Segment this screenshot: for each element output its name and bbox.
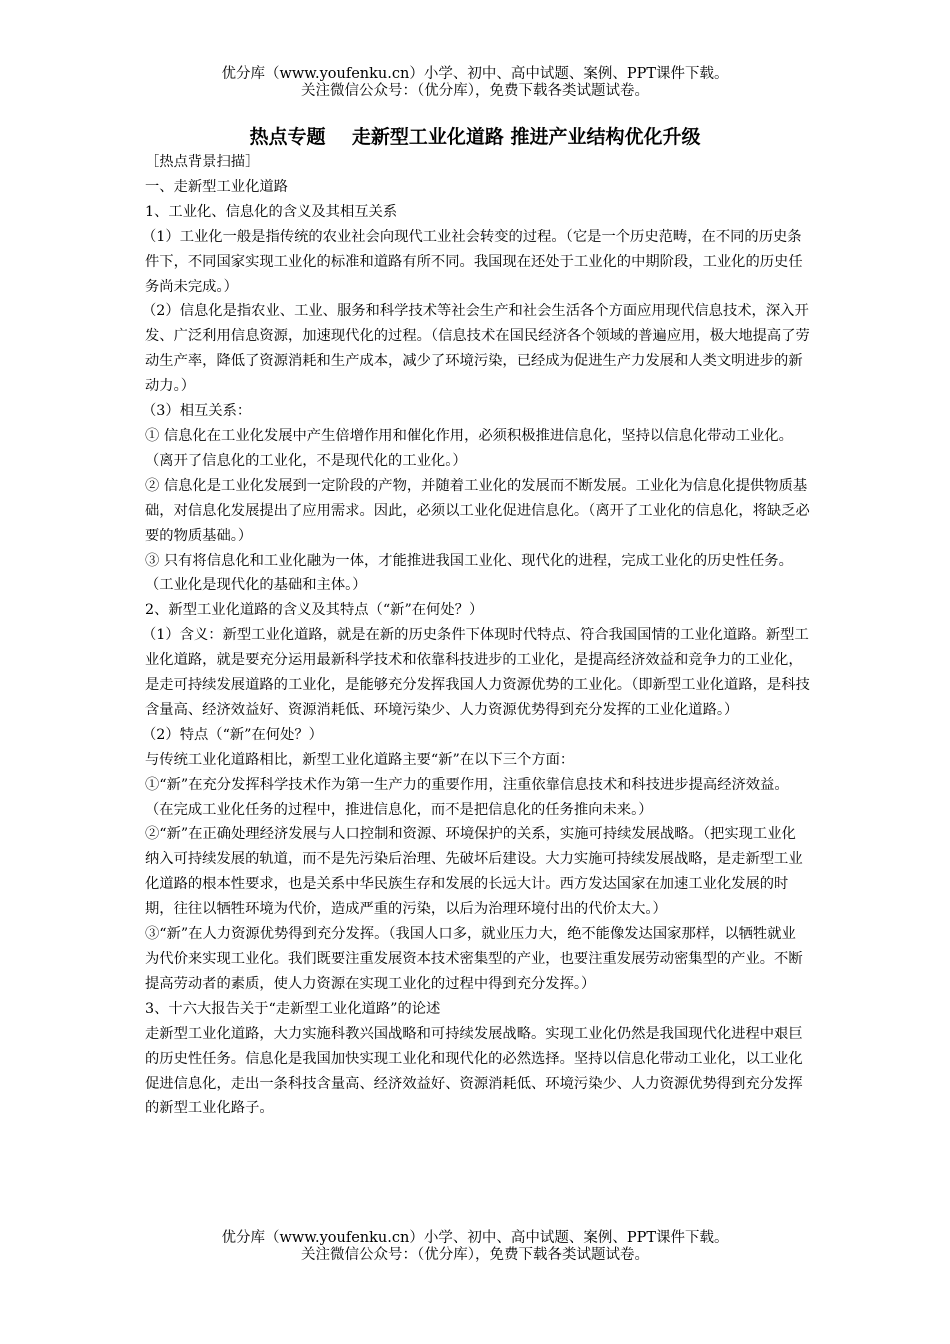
- header-line-2: 关注微信公众号：（优分库），免费下载各类试题试卷。: [301, 83, 649, 99]
- heading-1: 一、走新型工业化道路: [145, 178, 288, 195]
- paragraph-definition: （1）含义：新型工业化道路，就是在新的历史条件下体现时代特点、符合我国国情的工业化道路。新型工业化道路，就是要充分运用最新科学技术和依靠科技进步的工业化，是提高经济效益和竞争力的工业化，是走可持续发展道路的工业化，是能够充分发挥我国人力资源优势的工业化。（即新型工业化道路，是科技含量高、经济效益好、资源消耗低、环境污染少、人力资源优势得到充分发挥的工业化道路。）: [142, 627, 810, 718]
- footer-line-1: 优分库（www.youfenku.cn）小学、初中、高中试题、案例、PPT课件下载。: [221, 1230, 729, 1246]
- paragraph-relationship-3: ③ 只有将信息化和工业化融为一体，才能推进我国工业化、现代化的进程，完成工业化的历史性任务。（工业化是现代化的基础和主体。）: [145, 552, 793, 594]
- page-header: [0, 66, 950, 100]
- heading-1-2: 2、新型工业化道路的含义及其特点（“新”在何处？）: [145, 602, 484, 619]
- section-label: ［热点背景扫描］: [145, 154, 260, 170]
- paragraph-report-summary: 走新型工业化道路，大力实施科教兴国战略和可持续发展战略。实现工业化仍然是我国现代化进程中艰巨的历史性任务。信息化是我国加快实现工业化和现代化的必然选择。坚持以信息化带动工业化，以工业化促进信息化，走出一条科技含量高、经济效益好、资源消耗低、环境污染少、人力资源优势得到充分发挥的新型工业化路子。: [145, 1025, 803, 1117]
- page-footer: [0, 1230, 950, 1264]
- paragraph-features-intro: 与传统工业化道路相比，新型工业化道路主要“新”在以下三个方面：: [145, 751, 575, 768]
- paragraph-industrialization: （1）工业化一般是指传统的农业社会向现代工业社会转变的过程。（它是一个历史范畴，在不同的历史条件下，不同国家实现工业化的标准和道路有所不同。我国现在还处于工业化的中期阶段，工业化的历史任务尚未完成。）: [142, 228, 803, 295]
- paragraph-relationship-1: ① 信息化在工业化发展中产生倍增作用和催化作用，必须积极推进信息化，坚持以信息化带动工业化。（离开了信息化的工业化，不是现代化的工业化。）: [145, 427, 793, 469]
- paragraph-relationship-label: （3）相互关系：: [142, 403, 252, 420]
- header-line-1: 优分库（www.youfenku.cn）小学、初中、高中试题、案例、PPT课件下载。: [221, 66, 729, 82]
- heading-1-1: 1、工业化、信息化的含义及其相互关系: [145, 203, 398, 220]
- paragraph-feature-2: ②“新”在正确处理经济发展与人口控制和资源、环境保护的关系，实施可持续发展战略。（把实现工业化纳入可持续发展的轨道，而不是先污染后治理、先破坏后建设。大力实施可持续发展战略，是走新型工业化道路的根本性要求，也是关系中华民族生存和发展的长远大计。西方发达国家在加速工业化发展的时期，往往以牺牲环境为代价，造成严重的污染，以后为治理环境付出的代价太大。）: [145, 826, 803, 918]
- paragraph-feature-3: ③“新”在人力资源优势得到充分发挥。（我国人口多，就业压力大，绝不能像发达国家那样，以牺牲就业为代价来实现工业化。我们既要注重发展资本技术密集型的产业，也要注重发展劳动密集型的产业。不断提高劳动者的素质，使人力资源在实现工业化的过程中得到充分发挥。）: [145, 926, 803, 992]
- footer-line-2: 关注微信公众号：（优分库），免费下载各类试题试卷。: [301, 1247, 649, 1263]
- paragraph-features-label: （2）特点（“新”在何处？）: [142, 726, 323, 743]
- paragraph-relationship-2: ② 信息化是工业化发展到一定阶段的产物，并随着工业化的发展而不断发展。工业化为信息化提供物质基础，对信息化发展提出了应用需求。因此，必须以工业化促进信息化。（离开了工业化的信息化，将缺乏必要的物质基础。）: [145, 477, 810, 544]
- heading-1-3: 3、十六大报告关于“走新型工业化道路”的论述: [145, 1000, 441, 1017]
- document-title: 热点专题 走新型工业化道路 推进产业结构优化升级: [249, 126, 701, 148]
- paragraph-informatization: （2）信息化是指农业、工业、服务和科学技术等社会生产和社会生活各个方面应用现代信息技术，深入开发、广泛利用信息资源，加速现代化的过程。（信息技术在国民经济各个领域的普遍应用，极大地提高了劳动生产率，降低了资源消耗和生产成本，减少了环境污染，已经成为促进生产力发展和人类文明进步的新动力。）: [142, 303, 810, 395]
- paragraph-feature-1: ①“新”在充分发挥科学技术作为第一生产力的重要作用，注重依靠信息技术和科技进步提高经济效益。（在完成工业化任务的过程中，推进信息化，而不是把信息化的任务推向未来。）: [145, 776, 789, 818]
- document-body: [142, 150, 810, 1121]
